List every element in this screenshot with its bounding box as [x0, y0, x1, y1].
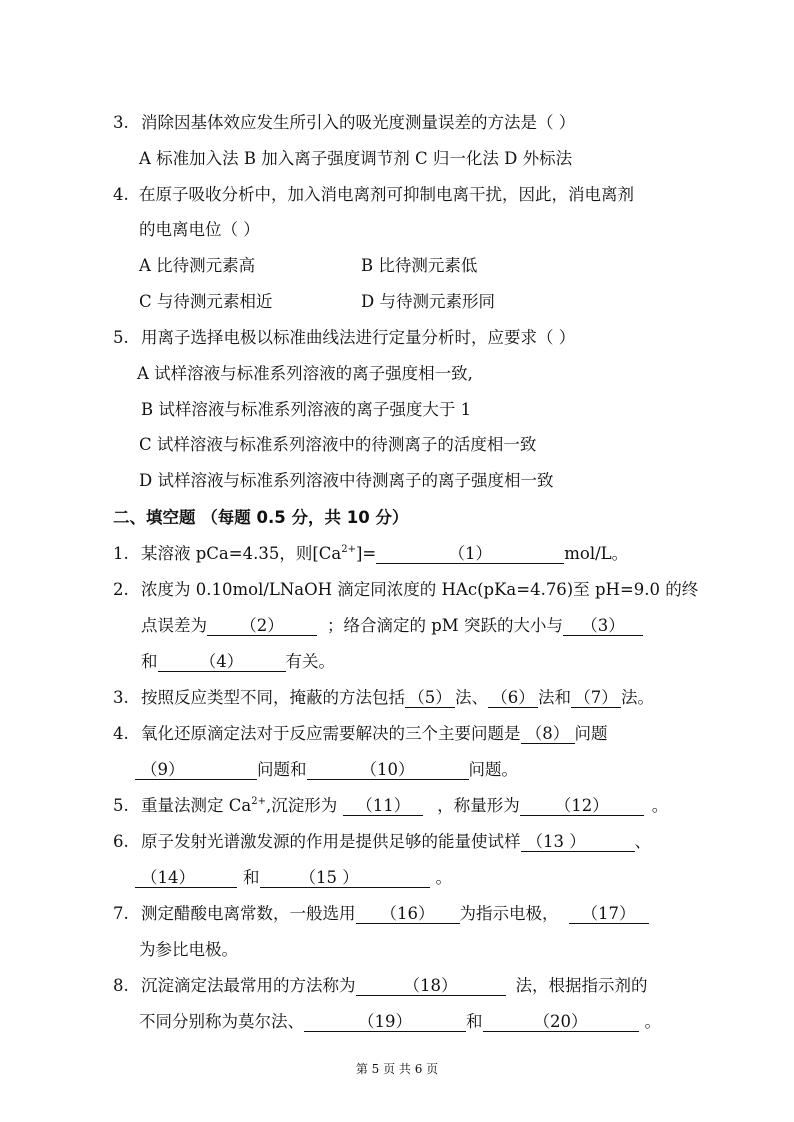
fill-6-line2 — [135, 867, 452, 889]
question-3-options: A 标准加入法 B 加入离子强度调节剂 C 归一化法 D 外标法 — [139, 149, 573, 168]
text: 为指示电极， — [459, 904, 559, 923]
blank-10: （10） — [307, 761, 469, 780]
option-d: D 与待测元素形同 — [361, 292, 495, 311]
blank-6: （6） — [488, 689, 538, 708]
question-number: 8. — [113, 976, 129, 995]
text: 问题。 — [468, 760, 518, 779]
text: ，称量形为 — [437, 796, 520, 815]
text: ；络合滴定的 pM 突跃的大小与 — [327, 616, 563, 635]
fill-4-line2 — [135, 759, 518, 781]
question-number: 6. — [113, 832, 129, 851]
blank-9: （9） — [135, 761, 257, 780]
question-number: 4. — [113, 724, 129, 743]
text: 问题 — [574, 724, 608, 743]
option-b: B 试样溶液与标准系列溶液的离子强度大于 1 — [141, 400, 472, 419]
blank-16: （16） — [356, 905, 460, 924]
text: 法和 — [538, 688, 571, 707]
blank-13: （13 ） — [521, 833, 635, 852]
option-a: A 试样溶液与标准系列溶液的离子强度相一致, — [137, 364, 473, 383]
option-c: C 试样溶液与标准系列溶液中的待测离子的活度相一致 — [139, 435, 537, 454]
blank-18: （18） — [356, 977, 506, 996]
text: 点误差为 — [141, 616, 207, 635]
question-number: 2. — [113, 580, 129, 599]
fill-8-line2 — [139, 1011, 661, 1033]
text: 。 — [435, 868, 452, 887]
option-a: A 比待测元素高 — [139, 256, 256, 275]
blank-8: （8） — [521, 725, 575, 744]
text: 。 — [644, 1012, 661, 1031]
fill-2-line3 — [141, 651, 335, 673]
question-number: 5. — [113, 796, 129, 815]
text: 法，根据指示剂的 — [515, 976, 648, 995]
blank-2: （2） — [207, 617, 317, 636]
option-d: D 试样溶液与标准系列溶液中待测离子的离子强度相一致 — [139, 471, 554, 490]
blank-20: （20） — [483, 1013, 639, 1032]
text: 和 — [243, 868, 260, 887]
blank-5: （5） — [405, 689, 455, 708]
question-stem: 消除因基体效应发生所引入的吸光度测量误差的方法是（ ） — [141, 113, 576, 132]
text: 问题和 — [257, 760, 307, 779]
text: 某溶液 pCa=4.35，则[Ca — [141, 544, 342, 563]
blank-17: （17） — [569, 905, 649, 924]
text: 和 — [466, 1012, 483, 1031]
blank-11: （11） — [343, 797, 423, 816]
text: 有关。 — [285, 652, 335, 671]
question-stem: 用离子选择电极以标准曲线法进行定量分析时，应要求（ ） — [141, 328, 576, 347]
superscript: 2+ — [251, 796, 266, 807]
question-number: 5. — [113, 328, 129, 347]
text: ,沉淀形为 — [265, 796, 338, 815]
text: 沉淀滴定法最常用的方法称为 — [141, 976, 356, 995]
superscript: 2+ — [341, 544, 356, 555]
text: 浓度为 0.10mol/LNaOH 滴定同浓度的 HAc(pKa=4.76)至 pH=9.0 的终 — [141, 580, 699, 599]
option-c: C 与待测元素相近 — [139, 292, 273, 311]
question-number: 3. — [113, 688, 129, 707]
question-number: 7. — [113, 904, 129, 923]
blank-12: （12） — [520, 797, 644, 816]
text: 法、 — [455, 688, 488, 707]
fill-7-line2: 为参比电极。 — [139, 940, 238, 959]
text: 氧化还原滴定法对于反应需要解决的三个主要问题是 — [141, 724, 521, 743]
blank-14: （14） — [135, 869, 237, 888]
text: 测定醋酸电离常数，一般选用 — [141, 904, 356, 923]
question-number: 1. — [113, 544, 129, 563]
text: 重量法测定 Ca — [141, 796, 252, 815]
section-heading: 二、填空题 （每题 0.5 分，共 10 分） — [113, 508, 409, 527]
question-number: 4. — [113, 185, 129, 204]
text: 原子发射光谱激发源的作用是提供足够的能量使试样 — [141, 832, 521, 851]
text: 不同分别称为莫尔法、 — [139, 1012, 304, 1031]
option-b: B 比待测元素低 — [361, 256, 478, 275]
blank-4: （4） — [158, 653, 286, 672]
text: 。 — [651, 796, 669, 815]
blank-15: （15 ） — [260, 869, 430, 888]
question-stem: 在原子吸收分析中，加入消电离剂可抑制电离干扰，因此，消电离剂 — [139, 185, 634, 204]
text: ]= — [355, 544, 377, 563]
blank-7: （7） — [571, 689, 621, 708]
text: mol/L。 — [564, 544, 629, 563]
blank-19: （19） — [304, 1013, 466, 1032]
page-footer: 第 5 页 共 6 页 — [355, 1062, 439, 1076]
text: 和 — [141, 652, 158, 671]
text: 按照反应类型不同，掩蔽的方法包括 — [141, 688, 405, 707]
text: 、 — [634, 832, 651, 851]
fill-2-line2 — [141, 615, 643, 637]
question-stem-cont: 的电离电位（ ） — [139, 220, 260, 239]
blank-1: （1） — [376, 545, 564, 564]
question-number: 3. — [113, 113, 129, 132]
blank-3: （3） — [563, 617, 643, 636]
text: 法。 — [621, 688, 654, 707]
